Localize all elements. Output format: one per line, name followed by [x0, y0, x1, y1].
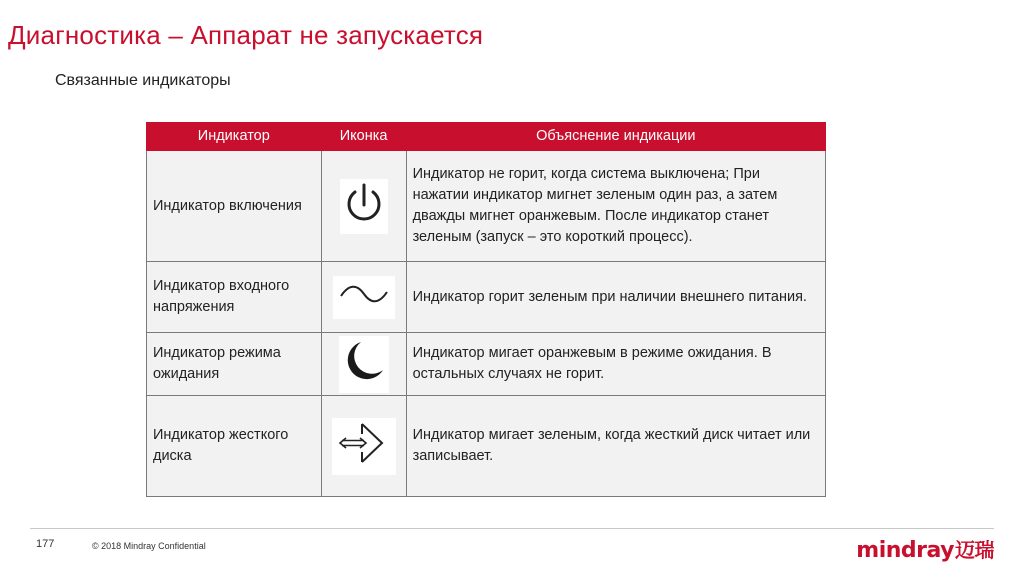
slide-title: Диагностика – Аппарат не запускается	[8, 20, 484, 50]
moon-icon	[339, 336, 389, 393]
footer-divider	[30, 528, 994, 529]
indicator-table	[146, 122, 826, 497]
table-row	[147, 333, 826, 396]
mindray-logo	[856, 534, 994, 563]
indicator-explanation: Индикатор не горит, когда система выключена; При нажатии индикатор мигнет зеленым один раз, а затем дважды мигнет оранжевым. После индикатор станет зеленым (запуск – это короткий процесс).	[406, 151, 825, 262]
slide-subtitle: Связанные индикаторы	[55, 72, 231, 89]
icon-cell	[321, 151, 406, 262]
icon-cell	[321, 262, 406, 333]
indicator-explanation: Индикатор мигает оранжевым в режиме ожидания. В остальных случаях не горит.	[406, 333, 825, 396]
ac-wave-icon	[333, 276, 395, 319]
header-indicator: Индикатор	[147, 123, 322, 151]
icon-cell	[321, 333, 406, 396]
hard-disk-icon	[332, 418, 396, 475]
indicator-name: Индикатор включения	[147, 151, 322, 262]
table-row	[147, 151, 826, 262]
copyright-text: © 2018 Mindray Confidential	[92, 541, 206, 551]
brand-name: mindray	[856, 538, 954, 563]
indicator-explanation: Индикатор мигает зеленым, когда жесткий диск читает или записывает.	[406, 396, 825, 497]
page-number: 177	[36, 538, 55, 550]
icon-cell	[321, 396, 406, 497]
indicator-explanation: Индикатор горит зеленым при наличии внешнего питания.	[406, 262, 825, 333]
table-row	[147, 262, 826, 333]
power-icon	[340, 179, 388, 234]
header-explanation: Объяснение индикации	[406, 123, 825, 151]
indicator-name: Индикатор жесткого диска	[147, 396, 322, 497]
table-row	[147, 396, 826, 497]
indicator-name: Индикатор входного напряжения	[147, 262, 322, 333]
header-icon: Иконка	[321, 123, 406, 151]
brand-name-cn: 迈瑞	[955, 538, 994, 562]
table-header-row	[147, 123, 826, 151]
indicator-name: Индикатор режима ожидания	[147, 333, 322, 396]
